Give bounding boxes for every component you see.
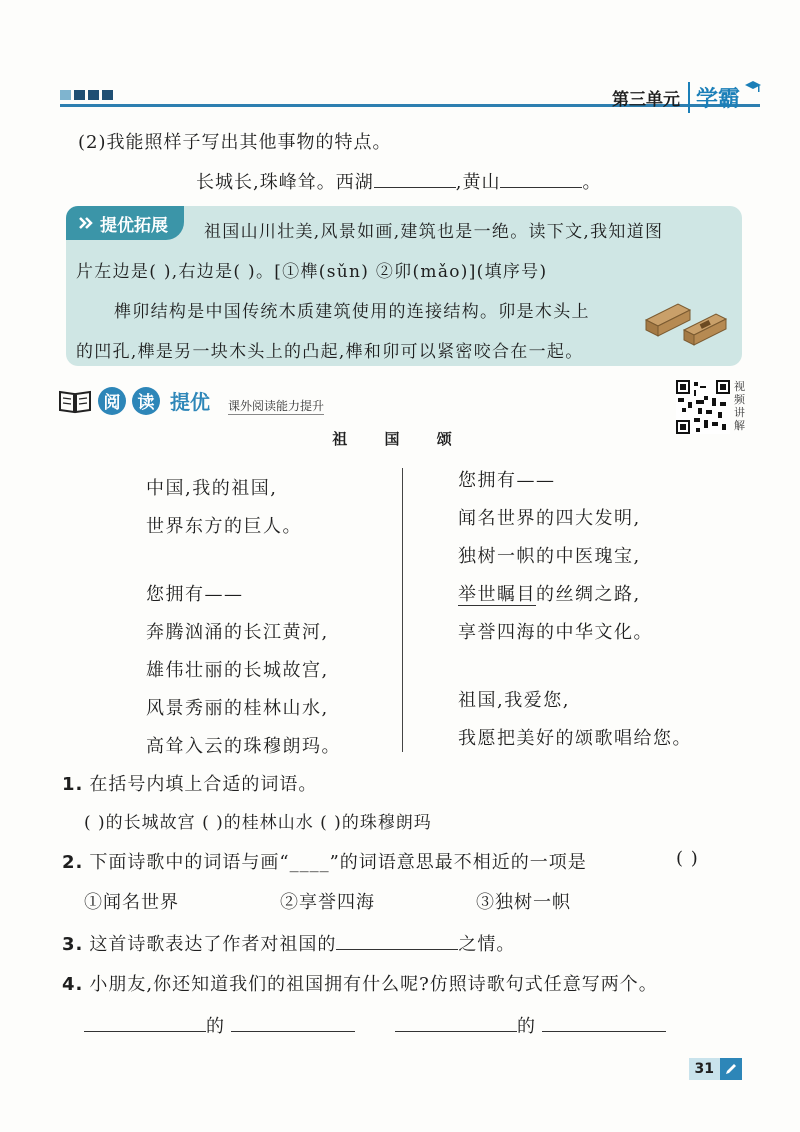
graduation-cap-icon: [744, 78, 762, 96]
reading-tail: 提优: [170, 390, 210, 414]
poem-line: 中国,我的祖国,: [146, 478, 278, 499]
poem-line-rest: 的丝绸之路,: [536, 584, 641, 605]
q4-blank-4[interactable]: [542, 1013, 666, 1032]
poem-line: 闻名世界的四大发明,: [458, 508, 641, 529]
question-1: [62, 770, 317, 796]
extension-line-1: 祖国山川壮美,风景如画,建筑也是一绝。读下文,我知道图: [204, 222, 664, 242]
extension-box: [66, 206, 742, 366]
video-explain-label: 视频讲解: [734, 380, 745, 432]
extension-label-pill: [66, 206, 184, 240]
poem-divider: [402, 468, 403, 752]
reading-subtitle: 课外阅读能力提升: [228, 398, 325, 413]
q4-blank-1[interactable]: [84, 1013, 206, 1032]
q4-fill-line: [84, 1012, 666, 1038]
reading-section-header: [58, 386, 324, 415]
q4-de-1: 的: [206, 1016, 225, 1037]
poem-left-column: [146, 470, 341, 766]
poem-line: 独树一帜的中医瑰宝,: [458, 546, 641, 567]
question-text: 小朋友,你还知道我们的祖国拥有什么呢?仿照诗歌句式任意写两个。: [89, 974, 658, 995]
poem-line: 祖国,我爱您,: [458, 690, 570, 711]
underlined-phrase: 举世瞩目: [458, 584, 536, 605]
q2-option-b[interactable]: ②享誉四海: [280, 892, 375, 913]
q2-example: [196, 168, 601, 194]
question-2: [62, 848, 587, 874]
header-decoration: [60, 90, 113, 100]
poem-line: 您拥有——: [458, 470, 556, 491]
q2-example-mid: ,黄山: [455, 172, 501, 193]
poem-line: 雄伟壮丽的长城故宫,: [146, 660, 329, 681]
q2-example-end: 。: [582, 172, 602, 193]
qr-code-icon[interactable]: [676, 380, 730, 434]
page-number: 31: [689, 1058, 720, 1080]
question-number: 4.: [62, 974, 84, 995]
q2-prompt: (2)我能照样子写出其他事物的特点。: [78, 132, 392, 153]
extension-line-2: 片左边是( ),右边是( )。[①榫(sǔn) ②卯(mǎo)](填序号): [76, 262, 548, 282]
poem-line: 您拥有——: [146, 584, 244, 605]
poem-right-column: [458, 462, 692, 758]
q2-option-a[interactable]: ①闻名世界: [84, 892, 179, 913]
arrow-icon: [78, 216, 94, 230]
page-number-badge: [689, 1058, 742, 1080]
question-4: [62, 970, 658, 996]
question-text: 下面诗歌中的词语与画“____”的词语意思最不相近的一项是: [89, 852, 587, 873]
question-text-end: 之情。: [458, 934, 516, 955]
q4-de-2: 的: [517, 1016, 536, 1037]
question-text: 在括号内填上合适的词语。: [89, 774, 318, 795]
extension-line-3: 榫卯结构是中国传统木质建筑使用的连接结构。卯是木头上: [114, 302, 590, 322]
extension-label: 提优拓展: [100, 215, 168, 236]
q3-blank[interactable]: [336, 931, 458, 950]
reading-char-2: 读: [132, 387, 160, 415]
poem-line: 风景秀丽的桂林山水,: [146, 698, 329, 719]
q2-option-c[interactable]: ③独树一帜: [476, 892, 571, 913]
q4-blank-3[interactable]: [395, 1013, 517, 1032]
poem-line: 我愿把美好的颂歌唱给您。: [458, 728, 692, 749]
q2-example-prefix: 长城长,珠峰耸。西湖: [196, 172, 374, 193]
q4-blank-2[interactable]: [231, 1013, 355, 1032]
question-text: 这首诗歌表达了作者对祖国的: [89, 934, 337, 955]
poem-line: 奔腾汹涌的长江黄河,: [146, 622, 329, 643]
poem-line: 高耸入云的珠穆朗玛。: [146, 736, 341, 757]
q2-blank-2[interactable]: [500, 169, 582, 188]
question-3: [62, 930, 515, 956]
question-number: 2.: [62, 852, 84, 873]
book-icon: [58, 388, 92, 414]
poem-title: 祖 国 颂: [332, 430, 468, 448]
reading-char-1: 阅: [98, 387, 126, 415]
unit-title: [612, 82, 740, 113]
q1-fill-line[interactable]: ( )的长城故宫 ( )的桂林山水 ( )的珠穆朗玛: [84, 813, 432, 833]
unit-label: 第三单元: [611, 90, 680, 110]
brand-label: 学霸: [688, 82, 740, 113]
poem-line: [458, 576, 692, 614]
mortise-tenon-illustration: [644, 294, 728, 352]
question-number: 3.: [62, 934, 84, 955]
poem-line: 享誉四海的中华文化。: [458, 622, 653, 643]
q2-blank-1[interactable]: [374, 169, 456, 188]
extension-line-4: 的凹孔,榫是另一块木头上的凸起,榫和卯可以紧密咬合在一起。: [76, 342, 584, 362]
pencil-icon: [720, 1058, 742, 1080]
q2-answer-paren[interactable]: ( ): [676, 848, 699, 869]
question-number: 1.: [62, 774, 84, 795]
poem-line: 世界东方的巨人。: [146, 516, 302, 537]
